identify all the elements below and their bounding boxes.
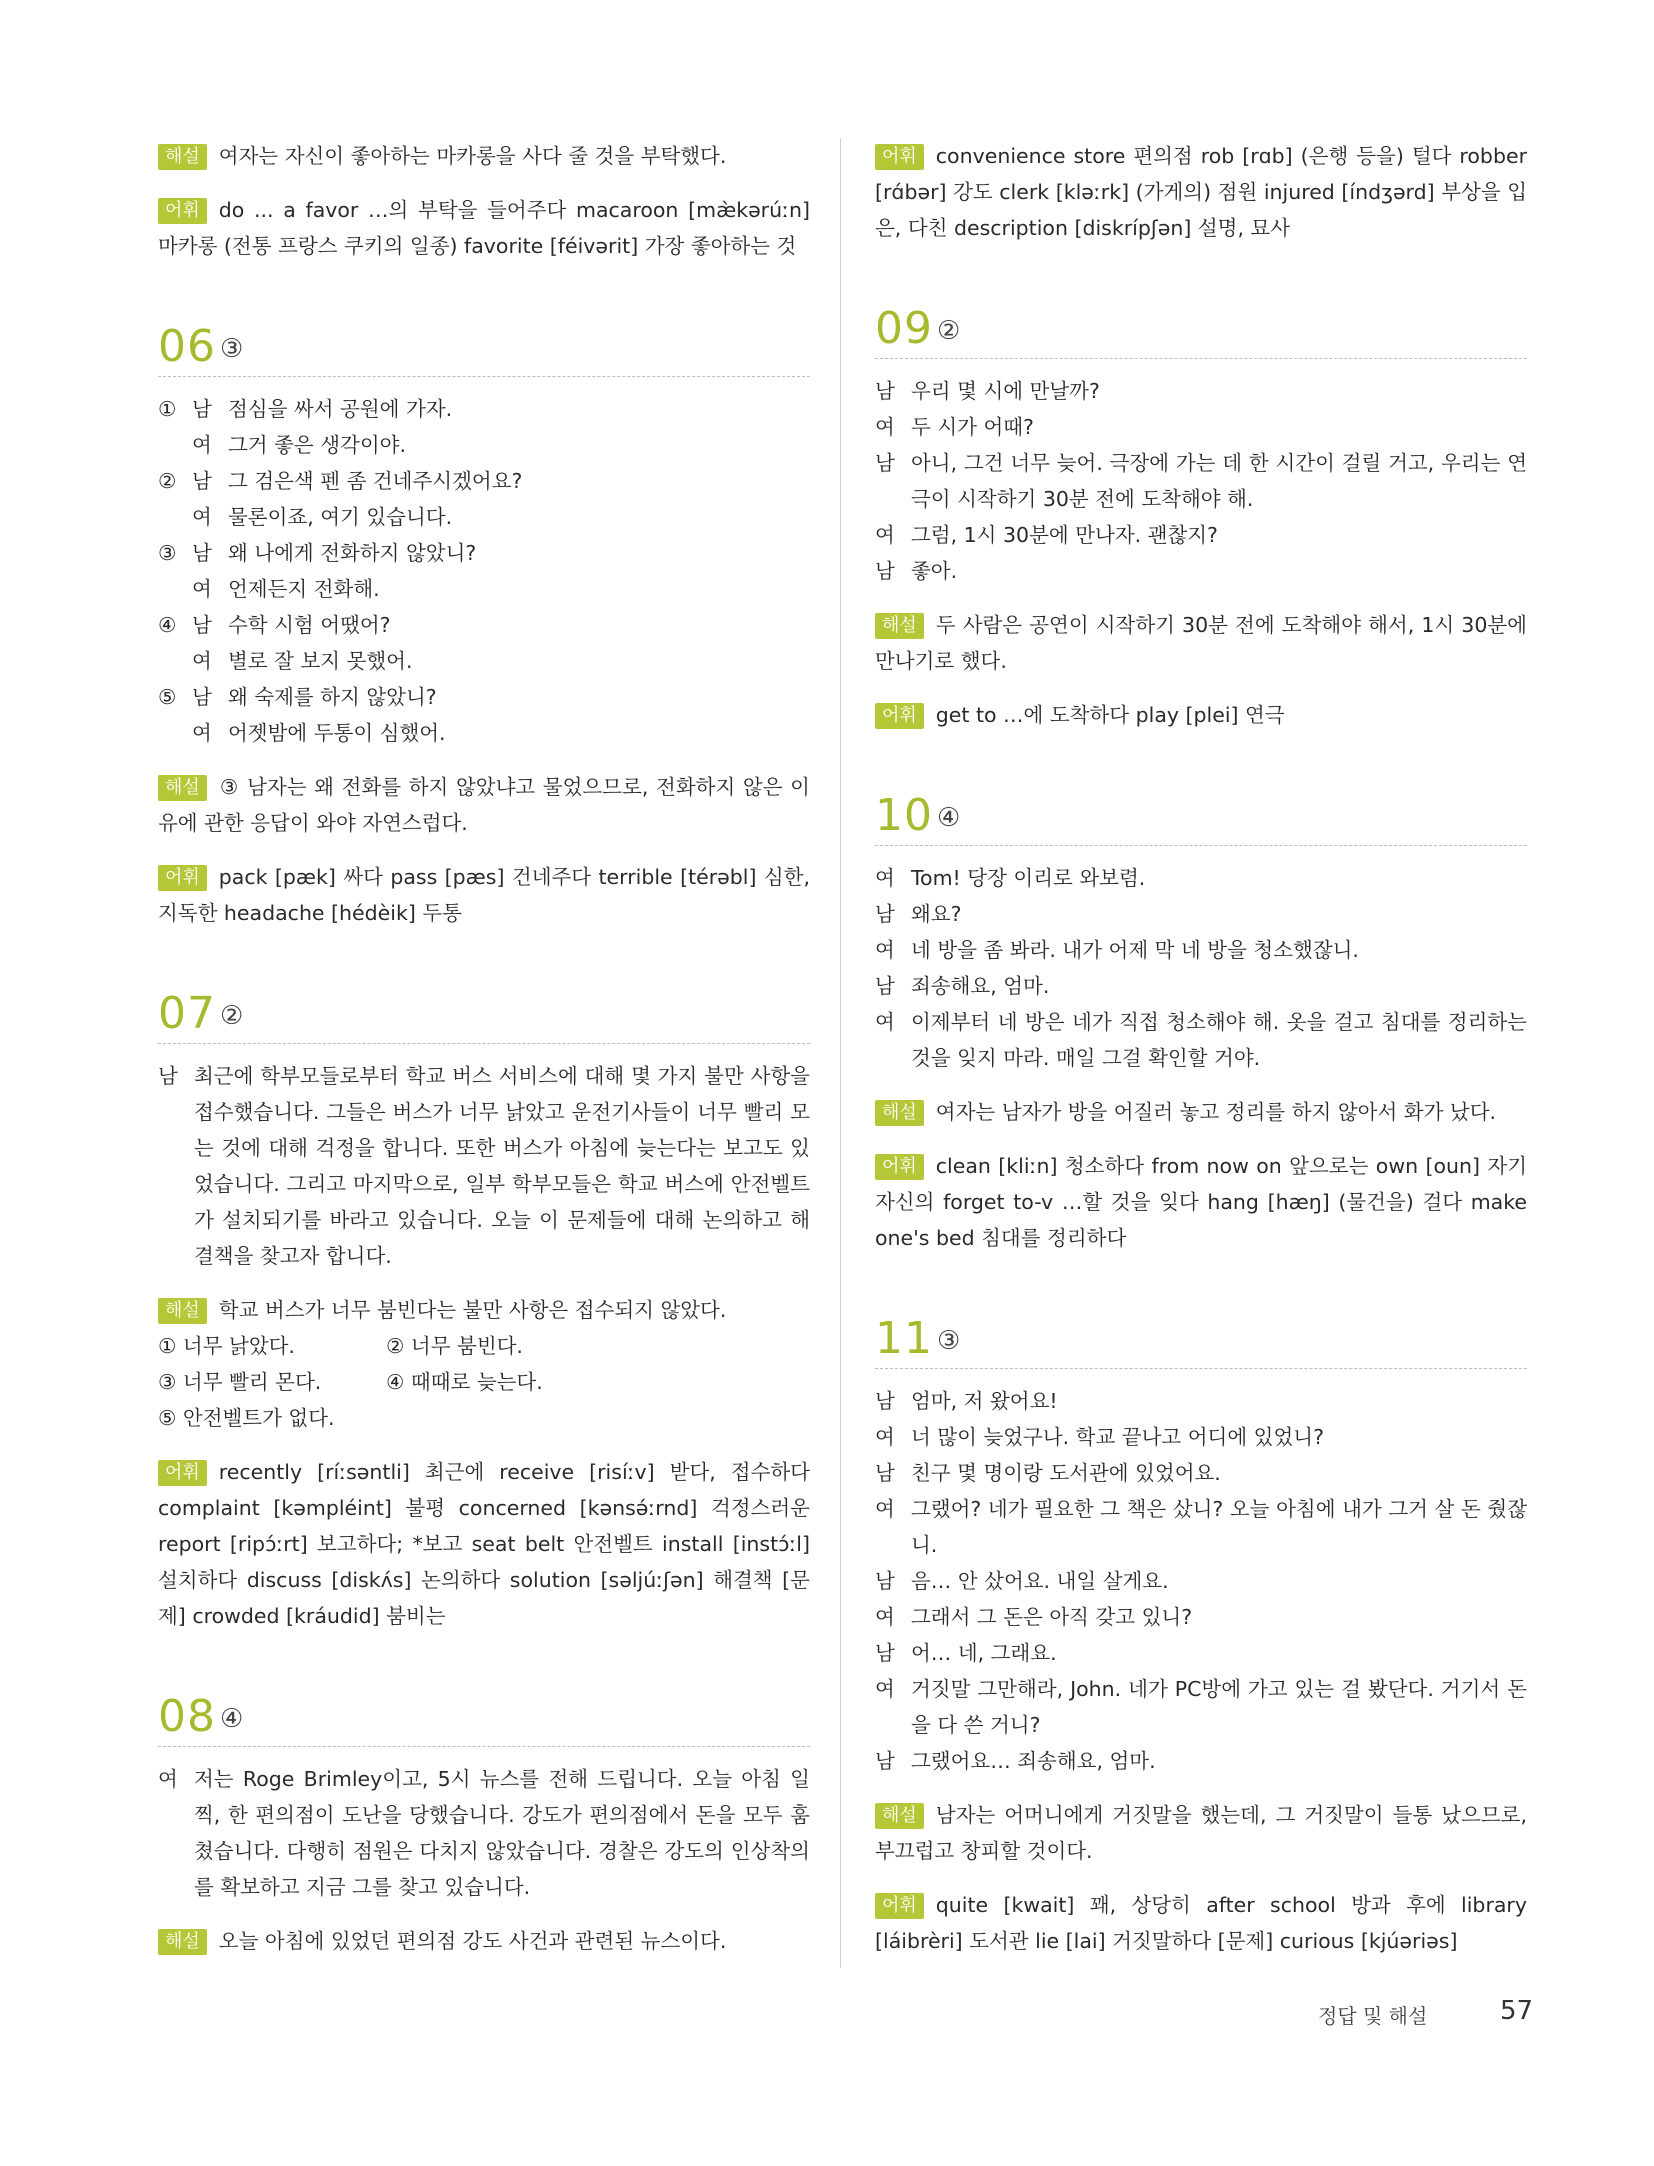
- page-number: 57: [1500, 1996, 1534, 2026]
- dialogue-text: 친구 몇 명이랑 도서관에 있었어요.: [911, 1461, 1221, 1485]
- speaker-label: 여: [192, 721, 212, 745]
- speaker-label: 여: [192, 649, 212, 673]
- dialogue-text: 우리 몇 시에 만날까?: [911, 379, 1100, 403]
- answer-mark: ②: [220, 1001, 244, 1031]
- speaker-label: 남: [875, 1569, 895, 1593]
- option-number: ①: [158, 397, 177, 421]
- speaker-label: 여: [875, 415, 895, 439]
- option: ① 너무 낡았다.: [158, 1334, 295, 1358]
- dialogue-line: [158, 427, 810, 463]
- dialogue-line: [158, 571, 810, 607]
- dialogue-text: 좋아.: [911, 559, 958, 583]
- speaker-label: 남: [875, 974, 895, 998]
- speaker-label: 남: [875, 451, 895, 475]
- option-number: [158, 715, 192, 751]
- question-number: 10: [875, 790, 933, 841]
- option-number: ④: [158, 613, 177, 637]
- option-number: ⑤: [158, 685, 177, 709]
- left-column: [158, 138, 810, 1977]
- answer-mark: ④: [220, 1704, 244, 1734]
- dialogue-text: 저는 Roge Brimley이고, 5시 뉴스를 전해 드립니다. 오늘 아침 일찍, 한 편의점이 도난을 당했습니다. 강도가 편의점에서 돈을 모두 훔쳤습니다. 다행히 점원은 다치지 않았습니다. 경찰은 강도의 인상착의를 확보하고 지금 그를 찾고 있습니다.: [194, 1767, 810, 1899]
- question-08-vocabulary: 어휘 convenience store 편의점 rob [rɑb] (은행 등을) 털다 robber [rɑ́bər] 강도 clerk [kləːrk] (가게의) 점원 injured [índʒərd] 부상을 입은, 다친 description [diskrípʃən] 설명, 묘사: [875, 144, 1527, 240]
- speaker-label: 남: [875, 1749, 895, 1773]
- dialogue-text: 점심을 싸서 공원에 가자.: [228, 397, 453, 421]
- dialogue-line: [875, 1563, 1527, 1599]
- vocabulary-tag: 어휘: [875, 1893, 924, 1919]
- question-07-explanation: 해설 학교 버스가 너무 붐빈다는 불만 사항은 접수되지 않았다.: [158, 1292, 810, 1328]
- dialogue-text: 엄마, 저 왔어요!: [911, 1389, 1058, 1413]
- dialogue-line: [875, 1004, 1527, 1076]
- dialogue-line: [158, 643, 810, 679]
- question-number: 06: [158, 321, 216, 372]
- dialogue-line: [875, 896, 1527, 932]
- speaker-label: 남: [192, 469, 212, 493]
- speaker-label: 남: [192, 541, 212, 565]
- vocabulary-tag: 어휘: [875, 1154, 924, 1180]
- option-number: ②: [158, 469, 177, 493]
- explanation-tag: 해설: [875, 1803, 924, 1829]
- dialogue-text: 네 방을 좀 봐라. 내가 어제 막 네 방을 청소했잖니.: [911, 938, 1359, 962]
- dialogue-line: [875, 1599, 1527, 1635]
- dialogue-text: 수학 시험 어땠어?: [228, 613, 391, 637]
- explanation-tag: 해설: [158, 1929, 207, 1955]
- dialogue-line: [875, 445, 1527, 517]
- vocabulary-tag: 어휘: [158, 198, 207, 224]
- question-10-dialogue: [875, 860, 1527, 1076]
- question-10-header: [875, 787, 1527, 846]
- speaker-label: 남: [875, 1389, 895, 1413]
- explanation-tag: 해설: [158, 775, 207, 801]
- question-08-explanation: 해설 오늘 아침에 있었던 편의점 강도 사건과 관련된 뉴스이다.: [158, 1923, 810, 1959]
- question-number: 09: [875, 303, 933, 354]
- speaker-label: 남: [192, 397, 212, 421]
- question-08-header: [158, 1688, 810, 1747]
- question-10-vocabulary: 어휘 clean [kliːn] 청소하다 from now on 앞으로는 own [oun] 자기 자신의 forget to-v …할 것을 잊다 hang [hæŋ] (물건을) 걸다 make one's bed 침대를 정리하다: [875, 1154, 1527, 1250]
- dialogue-text: 왜 나에게 전화하지 않았니?: [228, 541, 477, 565]
- dialogue-line: [158, 535, 810, 571]
- dialogue-text: 그랬어? 네가 필요한 그 책은 샀니? 오늘 아침에 내가 그거 살 돈 줬잖니.: [911, 1497, 1527, 1557]
- option: ② 너무 붐빈다.: [386, 1334, 523, 1358]
- dialogue-line: [158, 715, 810, 751]
- question-11-vocabulary: 어휘 quite [kwait] 꽤, 상당히 after school 방과 후에 library [láibrèri] 도서관 lie [lai] 거짓말하다 [문제] curious [kjúəriəs]: [875, 1893, 1527, 1953]
- dialogue-text: 어젯밤에 두통이 심했어.: [228, 721, 446, 745]
- speaker-label: 여: [192, 433, 212, 457]
- dialogue-text: 언제든지 전화해.: [228, 577, 380, 601]
- dialogue-line: [875, 1635, 1527, 1671]
- question-07-vocabulary: 어휘 recently [ríːsəntli] 최근에 receive [risíːv] 받다, 접수하다 complaint [kəmpléint] 불평 concerned [kənsə́ːrnd] 걱정스러운 report [ripɔ́ːrt] 보고하다; *보고 seat belt 안전벨트 install [instɔ́ːl] 설치하다 discuss [diskʌ́s] 논의하다 solution [səljúːʃən] 해결책 [문제] crowded [kráudid] 붐비는: [158, 1460, 810, 1628]
- vocabulary-tag: 어휘: [158, 865, 207, 891]
- speaker-label: 남: [158, 1064, 178, 1088]
- dialogue-line: [875, 932, 1527, 968]
- dialogue-line: [875, 373, 1527, 409]
- explanation-tag: 해설: [875, 1100, 924, 1126]
- dialogue-line: [875, 1455, 1527, 1491]
- speaker-label: 남: [875, 559, 895, 583]
- dialogue-text: 너 많이 늦었구나. 학교 끝나고 어디에 있었니?: [911, 1425, 1324, 1449]
- answer-mark: ③: [220, 334, 244, 364]
- speaker-label: 남: [875, 902, 895, 926]
- question-11-header: [875, 1310, 1527, 1369]
- option-number: ③: [158, 541, 177, 565]
- dialogue-text: 그래서 그 돈은 아직 갖고 있니?: [911, 1605, 1193, 1629]
- footer-label: 정답 및 해설: [1318, 2004, 1428, 2028]
- dialogue-text: 어… 네, 그래요.: [911, 1641, 1057, 1665]
- speaker-label: 여: [875, 866, 895, 890]
- dialogue-line: [875, 860, 1527, 896]
- option-number: [158, 643, 192, 679]
- explanation-tag: 해설: [158, 144, 207, 170]
- answer-mark: ②: [937, 316, 961, 346]
- dialogue-line: [158, 463, 810, 499]
- dialogue-line: [875, 968, 1527, 1004]
- speaker-label: 남: [875, 1641, 895, 1665]
- dialogue-line: [875, 409, 1527, 445]
- dialogue-line: [875, 1383, 1527, 1419]
- dialogue-text: 거짓말 그만해라, John. 네가 PC방에 가고 있는 걸 봤단다. 거기서 돈을 다 쓴 거니?: [911, 1677, 1527, 1737]
- speaker-label: 여: [875, 1605, 895, 1629]
- right-column: [875, 138, 1527, 1977]
- speaker-label: 남: [875, 1461, 895, 1485]
- speaker-label: 여: [158, 1767, 178, 1791]
- dialogue-text: 아니, 그건 너무 늦어. 극장에 가는 데 한 시간이 걸릴 거고, 우리는 연극이 시작하기 30분 전에 도착해야 해.: [911, 451, 1527, 511]
- dialogue-line: [875, 1743, 1527, 1779]
- dialogue-text: 그럼, 1시 30분에 만나자. 괜찮지?: [911, 523, 1218, 547]
- question-11-explanation: 해설 남자는 어머니에게 거짓말을 했는데, 그 거짓말이 들통 났으므로, 부끄럽고 창피할 것이다.: [875, 1803, 1527, 1863]
- speaker-label: 여: [875, 938, 895, 962]
- question-number: 07: [158, 988, 216, 1039]
- dialogue-text: 음… 안 샀어요. 내일 살게요.: [911, 1569, 1169, 1593]
- dialogue-text: 그랬어요… 죄송해요, 엄마.: [911, 1749, 1156, 1773]
- dialogue-text: 죄송해요, 엄마.: [911, 974, 1050, 998]
- question-06-explanation: 해설 ③ 남자는 왜 전화를 하지 않았냐고 물었으므로, 전화하지 않은 이유에 관한 응답이 와야 자연스럽다.: [158, 775, 810, 835]
- question-09-vocabulary: 어휘 get to …에 도착하다 play [plei] 연극: [875, 697, 1527, 733]
- dialogue-text: Tom! 당장 이리로 와보렴.: [911, 866, 1146, 890]
- question-07-options: [158, 1328, 810, 1436]
- question-06-dialogue: [158, 391, 810, 751]
- speaker-label: 남: [192, 685, 212, 709]
- dialogue-text: 물론이죠, 여기 있습니다.: [228, 505, 453, 529]
- dialogue-line: [158, 499, 810, 535]
- answer-mark: ④: [937, 803, 961, 833]
- dialogue-line: [158, 1761, 810, 1905]
- speaker-label: 여: [875, 523, 895, 547]
- dialogue-text: 이제부터 네 방은 네가 직접 청소해야 해. 옷을 걸고 침대를 정리하는 것을 잊지 마라. 매일 그걸 확인할 거야.: [911, 1010, 1527, 1070]
- vocabulary-tag: 어휘: [158, 1460, 207, 1486]
- dialogue-text: 그거 좋은 생각이야.: [228, 433, 406, 457]
- question-09-dialogue: [875, 373, 1527, 589]
- option-number: [158, 571, 192, 607]
- option: ③ 너무 빨리 몬다.: [158, 1370, 322, 1394]
- column-divider: [840, 138, 841, 1968]
- question-10-explanation: 해설 여자는 남자가 방을 어질러 놓고 정리를 하지 않아서 화가 났다.: [875, 1094, 1527, 1130]
- question-06-vocabulary: 어휘 pack [pæk] 싸다 pass [pæs] 건네주다 terrible [térəbl] 심한, 지독한 headache [hédèik] 두통: [158, 865, 810, 925]
- speaker-label: 여: [192, 505, 212, 529]
- intro-vocabulary: 어휘 do ... a favor …의 부탁을 들어주다 macaroon [mæ̀kərúːn] 마카롱 (전통 프랑스 쿠키의 일종) favorite [féivərit] 가장 좋아하는 것: [158, 198, 810, 258]
- answer-mark: ③: [937, 1326, 961, 1356]
- dialogue-text: 왜 숙제를 하지 않았니?: [228, 685, 437, 709]
- question-number: 11: [875, 1313, 933, 1364]
- speaker-label: 여: [875, 1010, 895, 1034]
- dialogue-text: 왜요?: [911, 902, 962, 926]
- option-number: [158, 427, 192, 463]
- speaker-label: 남: [875, 379, 895, 403]
- speaker-label: 여: [192, 577, 212, 601]
- speaker-label: 여: [875, 1497, 895, 1521]
- explanation-tag: 해설: [158, 1298, 207, 1324]
- question-07-script: [158, 1058, 810, 1274]
- dialogue-line: [158, 607, 810, 643]
- dialogue-line: [158, 1058, 810, 1274]
- dialogue-line: [875, 1491, 1527, 1563]
- dialogue-text: 두 시가 어때?: [911, 415, 1034, 439]
- dialogue-line: [158, 391, 810, 427]
- speaker-label: 여: [875, 1425, 895, 1449]
- explanation-tag: 해설: [875, 613, 924, 639]
- dialogue-line: [158, 679, 810, 715]
- option: ⑤ 안전벨트가 없다.: [158, 1406, 335, 1430]
- question-07-header: [158, 985, 810, 1044]
- dialogue-line: [875, 1671, 1527, 1743]
- question-09-explanation: 해설 두 사람은 공연이 시작하기 30분 전에 도착해야 해서, 1시 30분에 만나기로 했다.: [875, 613, 1527, 673]
- question-06-header: [158, 318, 810, 377]
- vocabulary-tag: 어휘: [875, 144, 924, 170]
- dialogue-text: 별로 잘 보지 못했어.: [228, 649, 413, 673]
- speaker-label: 남: [192, 613, 212, 637]
- intro-explanation: 해설 여자는 자신이 좋아하는 마카롱을 사다 줄 것을 부탁했다.: [158, 138, 810, 174]
- dialogue-line: [875, 1419, 1527, 1455]
- option: ④ 때때로 늦는다.: [386, 1370, 543, 1394]
- dialogue-text: 그 검은색 펜 좀 건네주시겠어요?: [228, 469, 523, 493]
- speaker-label: 여: [875, 1677, 895, 1701]
- question-09-header: [875, 300, 1527, 359]
- dialogue-line: [875, 517, 1527, 553]
- dialogue-text: 최근에 학부모들로부터 학교 버스 서비스에 대해 몇 가지 불만 사항을 접수했습니다. 그들은 버스가 너무 낡았고 운전기사들이 너무 빨리 모는 것에 대해 걱정을 합니다. 또한 버스가 아침에 늦는다는 보고도 있었습니다. 그리고 마지막으로, 일부 학부모들은 학교 버스에 안전벨트가 설치되기를 바라고 있습니다. 오늘 이 문제들에 대해 논의하고 해결책을 찾고자 합니다.: [194, 1064, 810, 1268]
- vocabulary-tag: 어휘: [875, 703, 924, 729]
- question-11-dialogue: [875, 1383, 1527, 1779]
- dialogue-line: [875, 553, 1527, 589]
- question-08-script: [158, 1761, 810, 1905]
- option-number: [158, 499, 192, 535]
- question-number: 08: [158, 1691, 216, 1742]
